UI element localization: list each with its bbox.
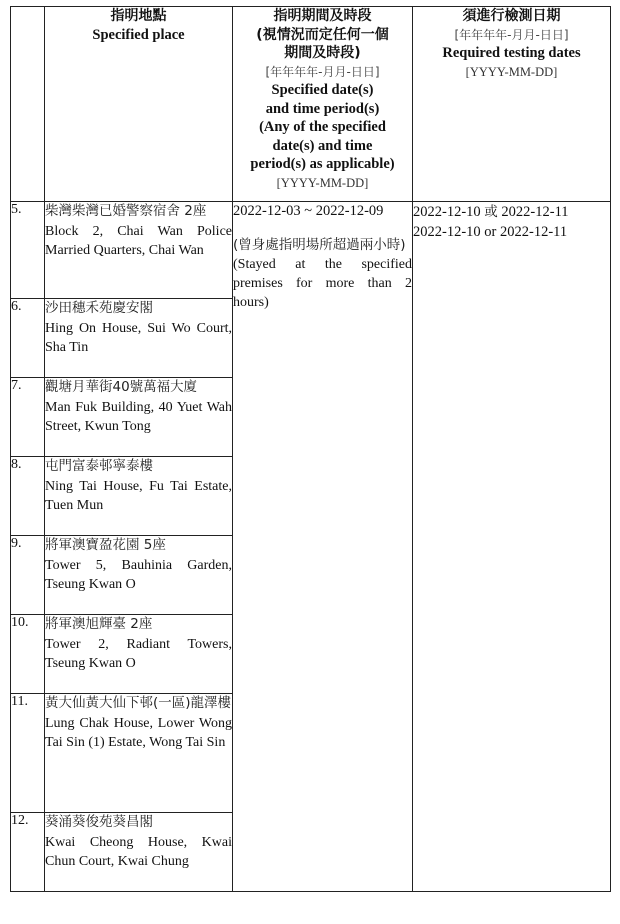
header-period-cell	[233, 7, 413, 202]
header-place-cell	[45, 7, 233, 202]
place-name-en: Kwai Cheong House, Kwai Chun Court, Kwai Chung	[45, 834, 232, 869]
header-period-zh-2: (視情況而定任何一個	[256, 26, 389, 43]
place-name-zh: 觀塘月華街40號萬福大廈	[45, 379, 198, 395]
place-cell	[45, 457, 233, 536]
row-number: 9.	[11, 536, 45, 615]
header-testing-format-zh: [年年年年-月月-日日]	[454, 27, 569, 42]
header-testing-zh: 須進行檢測日期	[462, 8, 561, 24]
header-period-en-4: date(s) and time	[272, 137, 373, 154]
place-cell	[45, 694, 233, 813]
document-page	[10, 6, 610, 918]
place-cell	[45, 615, 233, 694]
place-name-zh: 沙田穗禾苑慶安閣	[45, 300, 153, 316]
row-number: 8.	[11, 457, 45, 536]
place-cell	[45, 536, 233, 615]
place-cell	[45, 378, 233, 457]
header-number-cell	[11, 7, 45, 202]
place-cell	[45, 202, 233, 299]
specified-places-table	[10, 6, 611, 892]
row-number: 5.	[11, 202, 45, 299]
period-note-en: (Stayed at the specified premises for more than 2 hours)	[233, 257, 412, 310]
header-row	[11, 7, 611, 202]
place-name-en: Hing On House, Sui Wo Court, Sha Tin	[45, 320, 232, 355]
place-name-zh: 將軍澳寶盈花園 5座	[45, 537, 166, 553]
place-name-zh: 柴灣柴灣已婚警察宿舍 2座	[45, 203, 207, 219]
row-number: 12.	[11, 813, 45, 892]
row-number: 10.	[11, 615, 45, 694]
place-name-zh: 屯門富泰邨寧泰樓	[45, 458, 153, 474]
testing-dates-zh	[413, 202, 610, 222]
testing-dates-cell	[413, 202, 611, 892]
header-period-en-1: Specified date(s)	[271, 82, 374, 98]
testing-date-a: 2022-12-10	[413, 204, 481, 220]
header-period-zh-3: 期間及時段)	[284, 45, 361, 61]
header-testing-en: Required testing dates	[442, 45, 581, 61]
header-period-format-en: [YYYY-MM-DD]	[276, 175, 369, 190]
place-name-en: Tower 2, Radiant Towers, Tseung Kwan O	[45, 636, 232, 671]
place-name-zh: 將軍澳旭輝臺 2座	[45, 616, 153, 632]
header-period-zh-1: 指明期間及時段	[273, 8, 372, 24]
period-note-zh: (曾身處指明場所超過兩小時)	[233, 237, 406, 253]
testing-date-b: 2022-12-11	[501, 204, 569, 220]
place-name-en: Lung Chak House, Lower Wong Tai Sin (1) Estate, Wong Tai Sin	[45, 715, 232, 750]
row-number: 6.	[11, 299, 45, 378]
header-period-en-2: and time period(s)	[265, 100, 380, 117]
header-testing-format-en: [YYYY-MM-DD]	[465, 64, 558, 79]
place-name-en: Tower 5, Bauhinia Garden, Tseung Kwan O	[45, 557, 232, 592]
place-cell	[45, 299, 233, 378]
place-name-zh: 黃大仙黃大仙下邨(一區)龍澤樓	[45, 695, 232, 711]
table-row	[11, 202, 611, 299]
row-number: 11.	[11, 694, 45, 813]
place-name-en: Ning Tai House, Fu Tai Estate, Tuen Mun	[45, 478, 232, 513]
place-name-en: Man Fuk Building, 40 Yuet Wah Street, Kwun Tong	[45, 399, 232, 434]
place-name-zh: 葵涌葵俊苑葵昌閣	[45, 814, 153, 830]
header-place-en: Specified place	[92, 26, 185, 43]
header-period-format-zh: [年年年年-月月-日日]	[265, 64, 380, 79]
period-date-range: 2022-12-03 ~ 2022-12-09	[233, 203, 384, 219]
row-number: 7.	[11, 378, 45, 457]
testing-dates-en: 2022-12-10 or 2022-12-11	[413, 224, 568, 240]
header-testing-cell	[413, 7, 611, 202]
place-name-en: Block 2, Chai Wan Police Married Quarters, Chai Wan	[45, 223, 232, 258]
header-period-en-3: (Any of the specified	[259, 119, 386, 135]
header-period-en-5: period(s) as applicable)	[250, 156, 395, 172]
header-place-zh: 指明地點	[110, 8, 167, 24]
period-cell	[233, 202, 413, 892]
testing-or-zh: 或	[484, 204, 498, 220]
place-cell	[45, 813, 233, 892]
